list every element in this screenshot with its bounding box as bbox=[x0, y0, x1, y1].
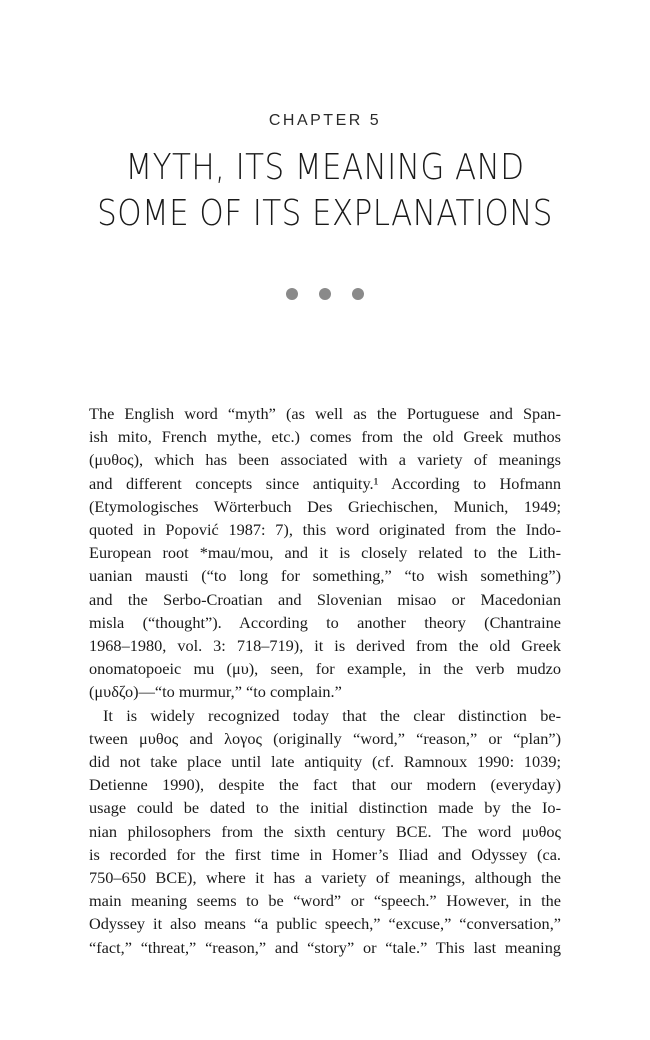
paragraph-1 bbox=[89, 402, 561, 704]
ornament-dot bbox=[319, 288, 331, 300]
ornament-dot bbox=[352, 288, 364, 300]
text-line: did not take place until late antiquity (cf. Ramnoux 1990: 1039; bbox=[89, 752, 561, 772]
text-line: quoted in Popović 1987: 7), this word originated from the Indo- bbox=[89, 520, 561, 540]
text-line: uanian mausti (“to long for something,” “to wish something”) bbox=[89, 566, 561, 586]
body-text bbox=[89, 402, 561, 959]
text-line: nian philosophers from the sixth century BCE. The word μυθος bbox=[89, 821, 561, 841]
text-line: usage could be dated to the initial distinction made by the Io- bbox=[89, 798, 561, 818]
text-line: Detienne 1990), despite the fact that our modern (everyday) bbox=[89, 775, 561, 795]
ornament-dot bbox=[286, 288, 298, 300]
text-line: Odyssey it also means “a public speech,” “excuse,” “conversation,” bbox=[89, 914, 561, 934]
text-line: (μυθος), which has been associated with a variety of meanings bbox=[89, 450, 561, 470]
section-ornament bbox=[0, 288, 650, 300]
text-line: European root *mau/mou, and it is closely related to the Lith- bbox=[89, 543, 561, 563]
chapter-label: CHAPTER 5 bbox=[268, 112, 382, 129]
text-line: is recorded for the first time in Homer’s Iliad and Odyssey (ca. bbox=[89, 844, 561, 864]
text-line: main meaning seems to be “word” or “speech.” However, in the bbox=[89, 891, 561, 911]
text-line: onomatopoeic mu (μυ), seen, for example, in the verb mudzo bbox=[89, 659, 561, 679]
chapter-title-line-1: MYTH, ITS MEANING AND bbox=[125, 147, 525, 188]
paragraph-2 bbox=[89, 704, 561, 959]
text-line: tween μυθος and λογος (originally “word,” “reason,” or “plan”) bbox=[89, 728, 561, 748]
text-line: The English word “myth” (as well as the Portuguese and Span- bbox=[89, 404, 561, 423]
text-line: misla (“thought”). According to another theory (Chantraine bbox=[89, 612, 561, 632]
text-line: 750–650 BCE), where it has a variety of meanings, although the bbox=[89, 868, 561, 888]
text-line: “fact,” “threat,” “reason,” and “story” or “tale.” This last meaning bbox=[89, 937, 561, 957]
chapter-title-line-2: SOME OF ITS EXPLANATIONS bbox=[97, 193, 553, 234]
text-line: ish mito, French mythe, etc.) comes from the old Greek muthos bbox=[89, 427, 561, 447]
text-line: (μυδζο)—“to murmur,” “to complain.” bbox=[89, 682, 342, 702]
text-line: and the Serbo-Croatian and Slovenian misao or Macedonian bbox=[89, 589, 561, 609]
text-line: and different concepts since antiquity.¹ According to Hofmann bbox=[89, 473, 561, 493]
text-line: It is widely recognized today that the clear distinction be- bbox=[103, 705, 561, 725]
text-line: (Etymologisches Wörterbuch Des Griechischen, Munich, 1949; bbox=[89, 496, 561, 516]
chapter-title bbox=[46, 145, 605, 237]
text-line: 1968–1980, vol. 3: 718–719), it is derived from the old Greek bbox=[89, 636, 561, 656]
